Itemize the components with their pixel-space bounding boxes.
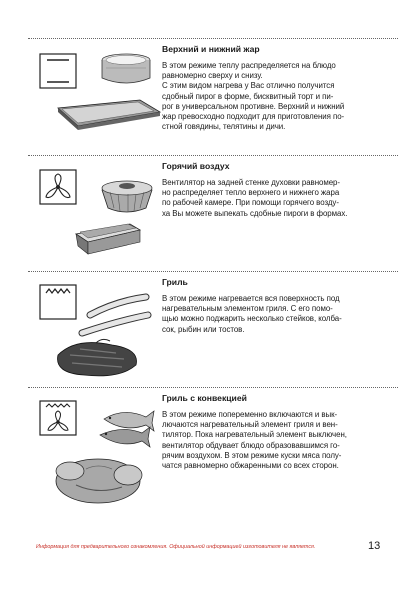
section-text (162, 161, 394, 219)
illustration-sausages-and-steak (36, 279, 162, 383)
fan-icon (40, 170, 76, 204)
section-title: Горячий воздух (162, 161, 230, 171)
body-line: жар превосходно подходит для приготовления по- (162, 112, 345, 122)
section-text (162, 393, 394, 471)
top-bottom-heat-icon (40, 54, 76, 88)
section-body (162, 294, 394, 335)
section-title: Гриль с конвекцией (162, 393, 247, 403)
section-top-bottom-heat (28, 38, 398, 146)
body-line: ха Вы можете выпекать сдобные пироги в формах. (162, 208, 348, 218)
sausages-image (82, 297, 148, 333)
section-title: Гриль (162, 277, 188, 287)
section-text (162, 277, 394, 335)
illustration-bundt-and-loaf (36, 164, 162, 264)
illustration-cake-and-tray (36, 48, 162, 144)
baking-tray-image (58, 100, 160, 130)
section-body (162, 410, 394, 471)
section-title: Верхний и нижний жар (162, 44, 260, 54)
body-line: щью можно поджарить несколько стейков, колба- (162, 314, 342, 324)
body-line: чатся равномерно обжаренными со всех сторон. (162, 461, 339, 471)
fish-image (100, 411, 154, 447)
body-line: В этом режиме нагревается вся поверхность под (162, 294, 340, 303)
body-line: В этом режиме теплу распределяется на блюдо (162, 61, 336, 70)
steak-image (58, 339, 137, 375)
body-line: тилятор. Пока нагревательный элемент выключен, (162, 430, 347, 440)
disclaimer-note: Информация для предварительного ознакомления. Официальной информацией изготовителя не является. (36, 544, 316, 550)
springform-cake-image (102, 54, 150, 83)
divider (28, 387, 398, 388)
section-grill (28, 271, 398, 383)
body-line: вентилятор обдувает блюдо образовавшимся го- (162, 440, 340, 450)
body-line: рячим воздухом. В этом режиме куски мяса полу- (162, 450, 342, 460)
roast-chicken-image (56, 459, 142, 503)
body-line: но распределяет тепло верхнего и нижнего жара (162, 188, 340, 198)
page-number: 13 (368, 540, 381, 552)
grill-fan-icon (40, 401, 76, 435)
illustration-fish-and-chicken (36, 395, 162, 511)
section-grill-convection (28, 387, 398, 512)
body-line: нагревательным элементом гриля. С его помо- (162, 304, 333, 314)
body-line: сдобный пирог в форме, бисквитный торт и пи- (162, 91, 334, 101)
section-text (162, 44, 394, 132)
section-body (162, 178, 394, 219)
divider (28, 271, 398, 272)
section-body (162, 61, 394, 132)
divider (28, 38, 398, 39)
body-line: равномерно сверху и снизу. (162, 71, 263, 81)
body-line: С этим видом нагрева у Вас отлично получится (162, 81, 335, 91)
body-line: сок, рыбин или тостов. (162, 324, 245, 334)
section-hot-air (28, 155, 398, 260)
divider (28, 155, 398, 156)
grill-icon (40, 285, 76, 319)
body-line: В этом режиме попеременно включаются и вык- (162, 410, 338, 419)
body-line: стной говядины, телятины и дичи. (162, 122, 286, 132)
body-line: лючаются нагревательный элемент гриля и вен- (162, 420, 338, 430)
loaf-pan-image (76, 224, 140, 254)
body-line: по рабочей камере. При помощи горячего возду- (162, 198, 339, 208)
body-line: рог в универсальном противне. Верхний и нижний (162, 101, 345, 111)
body-line: Вентилятор на задней стенке духовки равномер- (162, 178, 340, 187)
bundt-cake-image (102, 181, 152, 212)
